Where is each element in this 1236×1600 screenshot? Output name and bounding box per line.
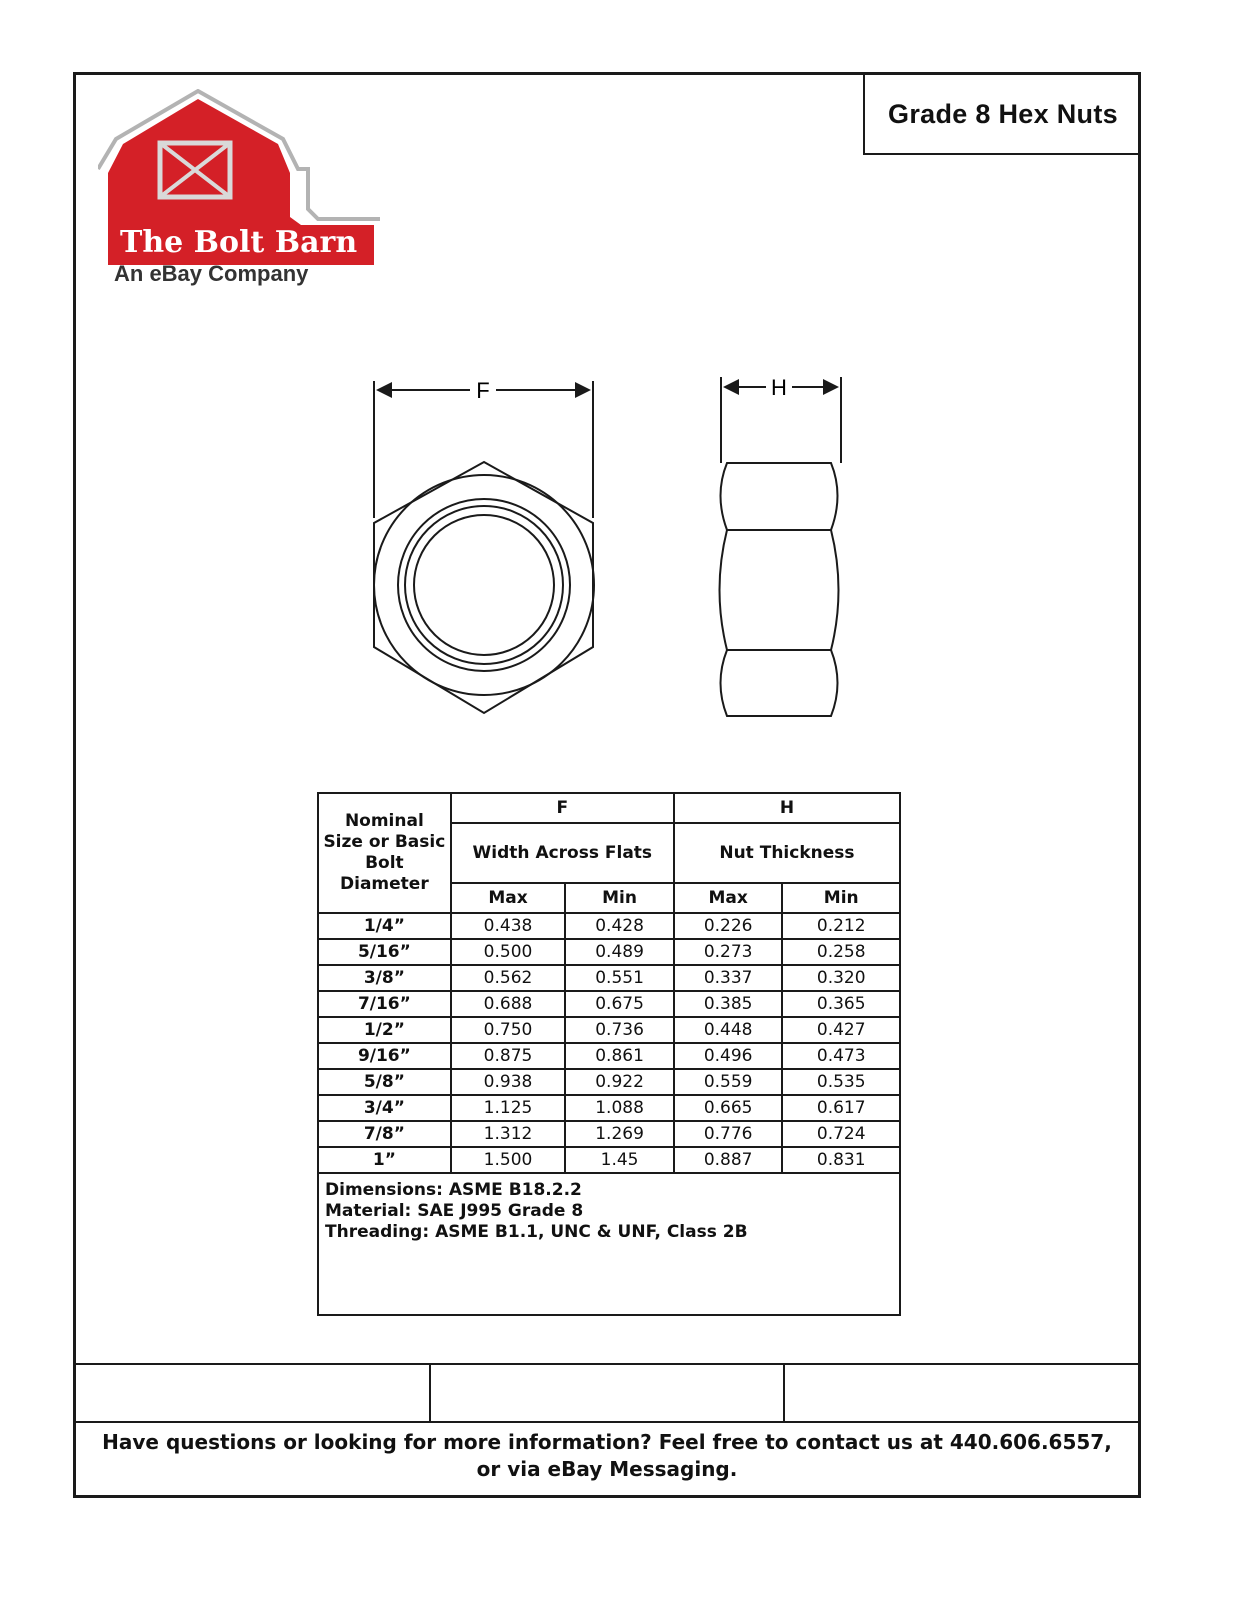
size-cell: 7/8” bbox=[318, 1121, 451, 1147]
size-cell: 1/2” bbox=[318, 1017, 451, 1043]
size-cell: 3/4” bbox=[318, 1095, 451, 1121]
h-max-cell: 0.776 bbox=[674, 1121, 783, 1147]
h-max-header: Max bbox=[674, 883, 783, 913]
blank-cell bbox=[76, 1365, 429, 1421]
blank-info-row bbox=[76, 1363, 1138, 1423]
f-min-cell: 0.736 bbox=[565, 1017, 674, 1043]
f-min-cell: 0.428 bbox=[565, 913, 674, 939]
f-min-header: Min bbox=[565, 883, 674, 913]
table-row bbox=[318, 1069, 900, 1095]
dimension-arrows bbox=[376, 379, 839, 398]
nominal-size-header: Nominal Size or Basic Bolt Diameter bbox=[318, 793, 451, 913]
table-row bbox=[318, 991, 900, 1017]
table-row bbox=[318, 1043, 900, 1069]
h-min-cell: 0.320 bbox=[782, 965, 900, 991]
blank-cell bbox=[429, 1365, 784, 1421]
f-max-cell: 0.938 bbox=[451, 1069, 566, 1095]
f-max-cell: 0.875 bbox=[451, 1043, 566, 1069]
f-max-cell: 0.438 bbox=[451, 913, 566, 939]
table-row bbox=[318, 913, 900, 939]
width-across-flats-header: Width Across Flats bbox=[451, 823, 674, 883]
h-max-cell: 0.385 bbox=[674, 991, 783, 1017]
f-min-cell: 0.922 bbox=[565, 1069, 674, 1095]
f-max-cell: 1.500 bbox=[451, 1147, 566, 1173]
nut-thickness-header: Nut Thickness bbox=[674, 823, 900, 883]
f-min-cell: 1.45 bbox=[565, 1147, 674, 1173]
h-min-cell: 0.427 bbox=[782, 1017, 900, 1043]
h-max-cell: 0.496 bbox=[674, 1043, 783, 1069]
h-max-cell: 0.448 bbox=[674, 1017, 783, 1043]
h-min-cell: 0.831 bbox=[782, 1147, 900, 1173]
table-row bbox=[318, 1017, 900, 1043]
h-min-cell: 0.617 bbox=[782, 1095, 900, 1121]
logo-tagline: An eBay Company bbox=[114, 261, 309, 286]
size-cell: 5/16” bbox=[318, 939, 451, 965]
dimensions-note: Dimensions: ASME B18.2.2 bbox=[325, 1180, 582, 1200]
h-min-cell: 0.258 bbox=[782, 939, 900, 965]
dimension-h-label: H bbox=[771, 375, 787, 400]
h-max-cell: 0.559 bbox=[674, 1069, 783, 1095]
h-min-cell: 0.535 bbox=[782, 1069, 900, 1095]
h-max-cell: 0.226 bbox=[674, 913, 783, 939]
h-max-cell: 0.665 bbox=[674, 1095, 783, 1121]
page-title: Grade 8 Hex Nuts bbox=[888, 98, 1118, 129]
h-letter-header: H bbox=[674, 793, 900, 823]
f-min-cell: 1.088 bbox=[565, 1095, 674, 1121]
h-max-cell: 0.273 bbox=[674, 939, 783, 965]
h-min-cell: 0.473 bbox=[782, 1043, 900, 1069]
h-min-cell: 0.724 bbox=[782, 1121, 900, 1147]
hex-nut-front-view bbox=[374, 381, 594, 713]
threading-note: Threading: ASME B1.1, UNC & UNF, Class 2B bbox=[325, 1222, 748, 1242]
h-min-cell: 0.212 bbox=[782, 913, 900, 939]
f-max-cell: 0.750 bbox=[451, 1017, 566, 1043]
f-max-cell: 0.562 bbox=[451, 965, 566, 991]
size-cell: 1/4” bbox=[318, 913, 451, 939]
f-max-cell: 0.688 bbox=[451, 991, 566, 1017]
table-row bbox=[318, 939, 900, 965]
f-min-cell: 0.551 bbox=[565, 965, 674, 991]
table-row bbox=[318, 965, 900, 991]
h-min-cell: 0.365 bbox=[782, 991, 900, 1017]
h-max-cell: 0.337 bbox=[674, 965, 783, 991]
hex-nut-drawing bbox=[76, 75, 1138, 775]
f-min-cell: 0.675 bbox=[565, 991, 674, 1017]
size-cell: 3/8” bbox=[318, 965, 451, 991]
h-max-cell: 0.887 bbox=[674, 1147, 783, 1173]
footer-line-2: or via eBay Messaging. bbox=[476, 1457, 738, 1481]
size-cell: 7/16” bbox=[318, 991, 451, 1017]
contact-footer bbox=[76, 1429, 1138, 1483]
f-max-header: Max bbox=[451, 883, 566, 913]
size-cell: 5/8” bbox=[318, 1069, 451, 1095]
f-min-cell: 0.489 bbox=[565, 939, 674, 965]
f-max-cell: 1.312 bbox=[451, 1121, 566, 1147]
hex-nut-side-view bbox=[720, 377, 842, 716]
size-cell: 9/16” bbox=[318, 1043, 451, 1069]
document-frame bbox=[73, 72, 1141, 1498]
blank-cell bbox=[783, 1365, 1138, 1421]
logo-brand-name: The Bolt Barn bbox=[120, 225, 358, 260]
size-cell: 1” bbox=[318, 1147, 451, 1173]
material-note: Material: SAE J995 Grade 8 bbox=[325, 1201, 584, 1221]
table-row bbox=[318, 1147, 900, 1173]
f-letter-header: F bbox=[451, 793, 674, 823]
footer-line-1: Have questions or looking for more information? Feel free to contact us at 440.606.6557, bbox=[102, 1430, 1112, 1454]
table-row bbox=[318, 1121, 900, 1147]
h-min-header: Min bbox=[782, 883, 900, 913]
f-min-cell: 1.269 bbox=[565, 1121, 674, 1147]
f-min-cell: 0.861 bbox=[565, 1043, 674, 1069]
table-row bbox=[318, 1095, 900, 1121]
f-max-cell: 0.500 bbox=[451, 939, 566, 965]
spec-table bbox=[317, 792, 901, 1316]
f-max-cell: 1.125 bbox=[451, 1095, 566, 1121]
spec-notes bbox=[318, 1173, 900, 1315]
dimension-f-label: F bbox=[476, 378, 490, 403]
